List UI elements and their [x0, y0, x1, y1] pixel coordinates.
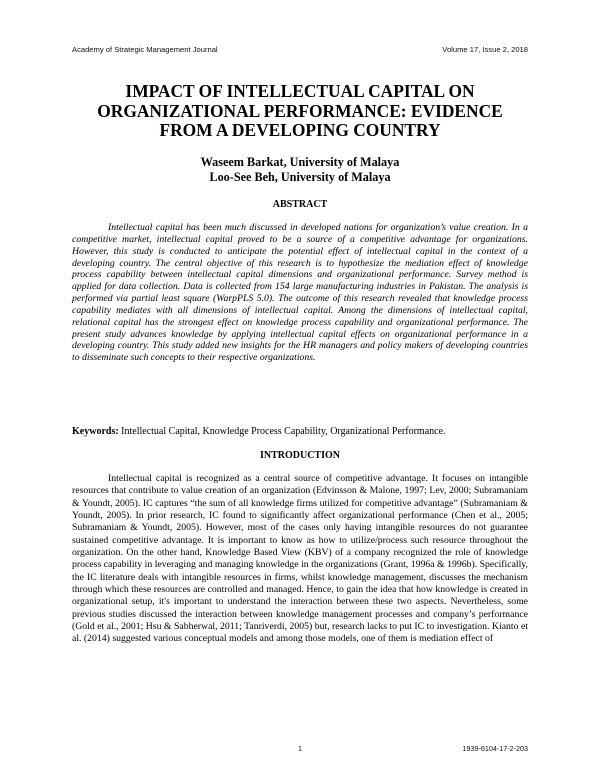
page-footer	[72, 744, 528, 756]
running-header	[72, 45, 528, 57]
article-id: 1939-6104-17-2-203	[462, 744, 528, 753]
title-line: IMPACT OF INTELLECTUAL CAPITAL ON	[125, 81, 475, 101]
introduction-heading: INTRODUCTION	[259, 450, 340, 461]
introduction-paragraph: Intellectual capital is recognized as a central source of competitive advantage. It focuses on intangible resources that contribute to value creation of an organization (Edvinsson & Malone, 1997; Lev, 2000; Subramaniam & Youndt, 2005). IC captures “the sum of all knowledge firms utilized for competitive advantage” (Subramaniam & Youndt, 2005). In prior research, IC found to significantly affect organizational performance (Chen et al., 2005; Subramaniam & Youndt, 2005). However, most of the cases only having intangible resources do not guarantee sustained competitive advantage. It is important to know as how to utilize/process such resource throughout the organization. On the other hand, Knowledge Based View (KBV) of a company recognized the role of knowledge process capability in leveraging and managing knowledge in the organizations (Grant, 1996a & 1996b). Specifically, the IC literature deals with intangible resources in firms, whilst knowledge management, discusses the mechanism through which these resources are controlled and managed. Hence, to gain the idea that how knowledge is created in organizational setup, it's important to understand the interaction between these two aspects. Nevertheless, some previous studies discussed the interaction between knowledge management processes and company’s performance (Gold et al., 2001; Hsu & Sabherwal, 2011; Tanriverdi, 2005) but, research lacks to put IC to investigation. Kianto et al. (2014) suggested various conceptual models and among those models, one of them is mediation effect of	[72, 473, 528, 645]
keywords-line	[72, 426, 528, 437]
title-line: FROM A DEVELOPING COUNTRY	[159, 120, 441, 140]
author-list	[72, 155, 528, 185]
abstract-text: Intellectual capital has been much discussed in developed nations for organization’s value creation. In a competitive market, intellectual capital proved to be a source of a competitive advantage for organizations. However, this study is conducted to anticipate the potential effect of intellectual capital in the context of a developing country. The central objective of this research is to hypothesize the mediation effect of knowledge process capability between intellectual capital dimensions and organizational performance. Survey method is applied for data collection. Data is collected from 154 large manufacturing industries in Pakistan. The analysis is performed via partial least square (WarpPLS 5.0). The outcome of this research revealed that knowledge process capability mediates with all dimensions of intellectual capital. Among the dimensions of intellectual capital, relational capital has the strongest effect on knowledge process capability and organizational performance. The present study advances knowledge by applying intellectual capital effects on organizational performance in a developing country. This study added new insights for the HR managers and policy makers of developing countries to disseminate such concepts to their respective organizations.	[72, 222, 528, 364]
title-line: ORGANIZATIONAL PERFORMANCE: EVIDENCE	[97, 100, 503, 121]
keywords-text: Intellectual Capital, Knowledge Process Capability, Organizational Performance.	[121, 426, 446, 437]
author-line: Waseem Barkat, University of Malaya	[200, 155, 400, 169]
paper-title	[60, 82, 540, 141]
abstract-heading: ABSTRACT	[272, 199, 328, 210]
page-number: 1	[298, 744, 302, 753]
volume-issue: Volume 17, Issue 2, 2018	[442, 45, 528, 54]
author-line: Loo-See Beh, University of Malaya	[209, 170, 391, 184]
journal-name: Academy of Strategic Management Journal	[72, 45, 218, 54]
keywords-label: Keywords:	[72, 426, 119, 437]
